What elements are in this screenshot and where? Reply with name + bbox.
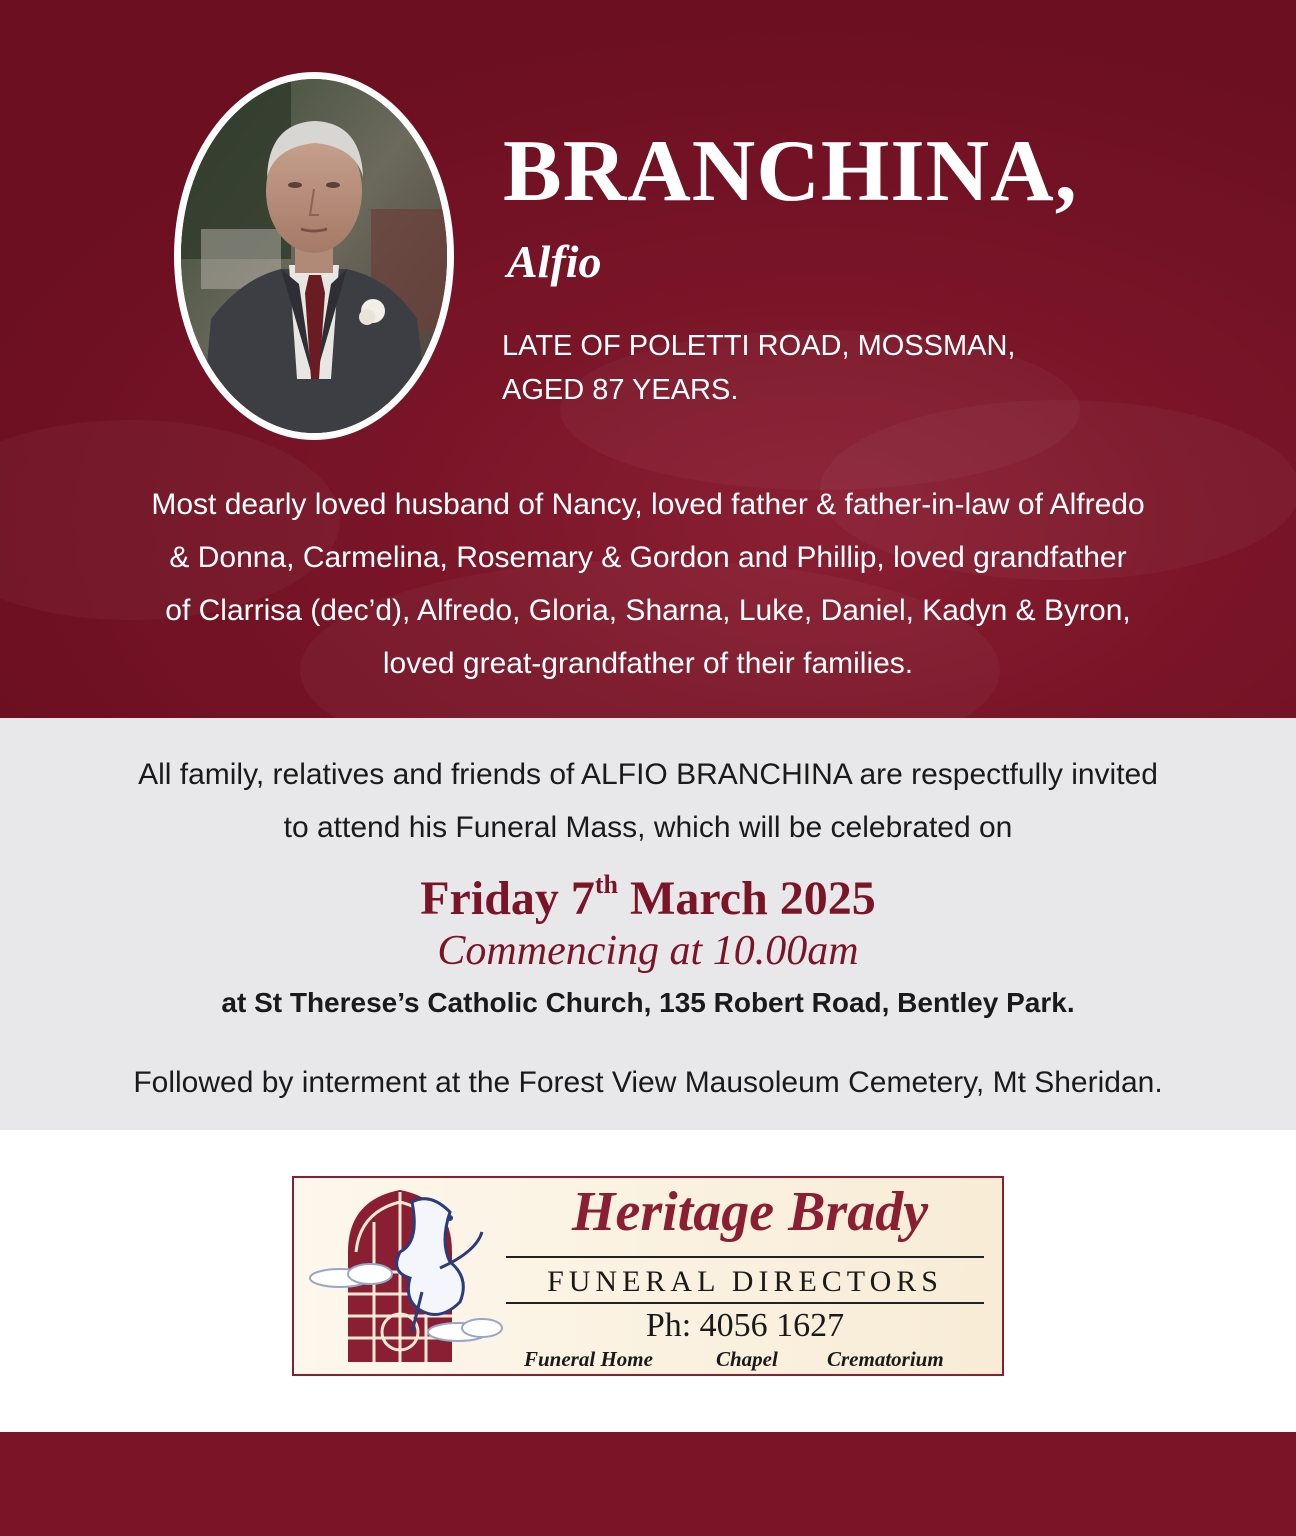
- service-crematorium: Crematorium: [827, 1347, 944, 1371]
- invitation-line: All family, relatives and friends of ALFIO BRANCHINA are respectfully invited: [138, 758, 1158, 791]
- funeral-director-name: Heritage Brady: [571, 1181, 929, 1243]
- invitation-text: [0, 748, 1296, 854]
- deceased-first-name: Alfio: [507, 236, 602, 287]
- residence-details: [502, 324, 1015, 412]
- service-chapel: Chapel: [716, 1347, 778, 1371]
- service-details: [0, 718, 1296, 1130]
- footer-band: [0, 1432, 1296, 1536]
- family-tribute: [40, 478, 1256, 690]
- portrait-illustration: [181, 79, 447, 433]
- logo-artwork: [300, 1182, 510, 1372]
- date-suffix: th: [594, 870, 619, 899]
- service-funeral-home: Funeral Home: [524, 1347, 653, 1371]
- service-date: [0, 858, 1296, 930]
- funeral-director-subtitle: FUNERAL DIRECTORS: [547, 1265, 943, 1298]
- invitation-line: to attend his Funeral Mass, which will be celebrated on: [283, 811, 1013, 844]
- tribute-line: Most dearly loved husband of Nancy, loved father & father-in-law of Alfredo: [151, 488, 1145, 521]
- date-day: Friday 7: [420, 872, 595, 925]
- deceased-surname: BRANCHINA,: [503, 123, 1078, 220]
- age-line: AGED 87 YEARS.: [502, 374, 739, 406]
- service-time: Commencing at 10.00am: [437, 928, 859, 974]
- funeral-director-logo: [292, 1176, 1004, 1376]
- date-month-year: March 2025: [618, 872, 876, 925]
- logo-divider: [506, 1302, 984, 1304]
- tribute-line: loved great-grandfather of their families.: [382, 647, 914, 680]
- portrait-photo: [174, 72, 454, 440]
- tribute-line: of Clarrisa (dec’d), Alfredo, Gloria, Sharna, Luke, Daniel, Kadyn & Byron,: [165, 594, 1131, 627]
- funeral-director-phone: Ph: 4056 1627: [645, 1307, 845, 1344]
- interment-details: Followed by interment at the Forest View Mausoleum Cemetery, Mt Sheridan.: [133, 1066, 1163, 1099]
- service-venue: at St Therese’s Catholic Church, 135 Robert Road, Bentley Park.: [221, 987, 1075, 1018]
- tribute-line: & Donna, Carmelina, Rosemary & Gordon and Phillip, loved grandfather: [169, 541, 1127, 574]
- residence-line: LATE OF POLETTI ROAD, MOSSMAN,: [502, 330, 1016, 362]
- logo-divider: [506, 1256, 984, 1258]
- notice-header: [0, 0, 1296, 718]
